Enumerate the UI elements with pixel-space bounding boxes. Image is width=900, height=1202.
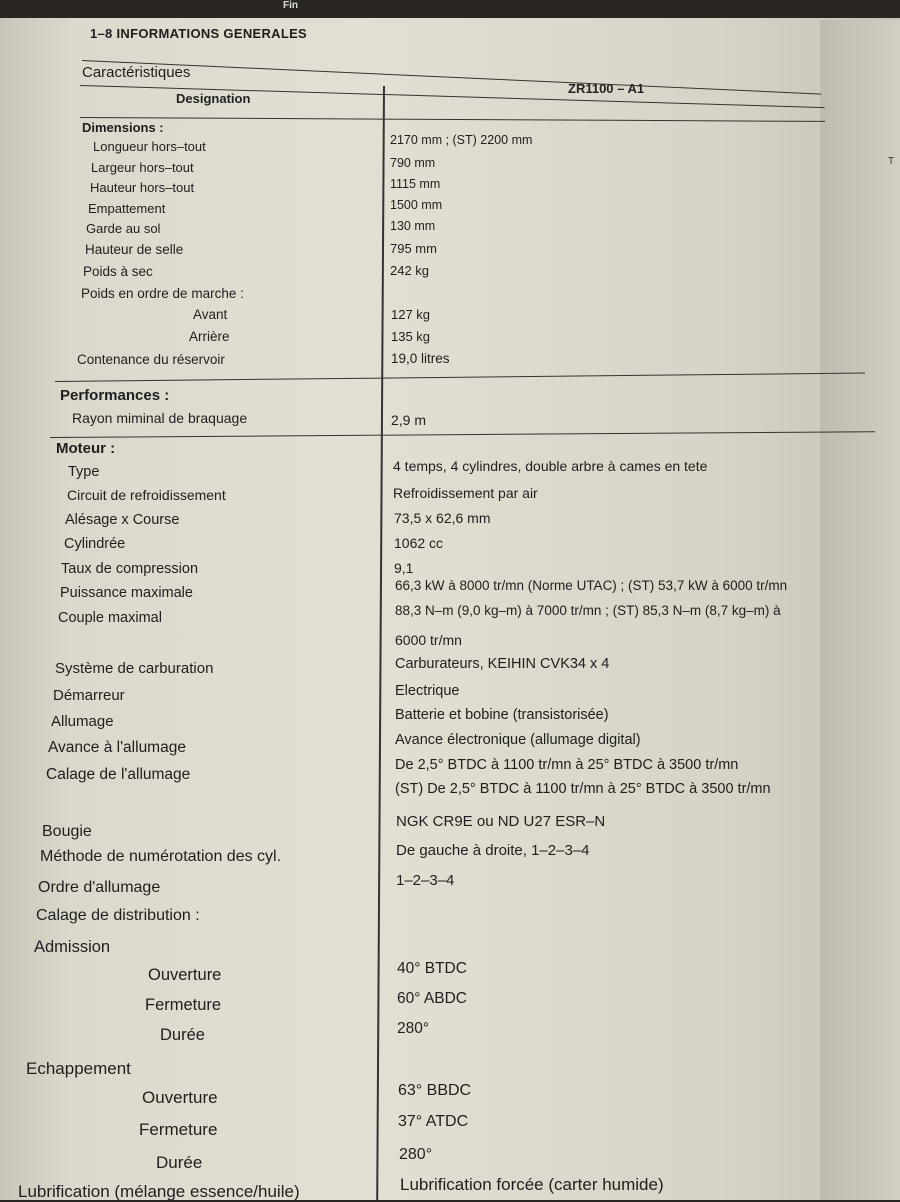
row-label: Durée: [156, 1153, 203, 1172]
row-label: Type: [68, 464, 100, 480]
row-value: 4 temps, 4 cylindres, double arbre à cames en tete: [393, 458, 708, 474]
row-value: 37° ATDC: [398, 1113, 469, 1130]
row-value: Avance électronique (allumage digital): [395, 732, 641, 748]
row-value: 19,0 litres: [391, 351, 450, 366]
group-moteur: Moteur :: [56, 440, 116, 457]
row-value: (ST) De 2,5° BTDC à 1100 tr/mn à 25° BTDC à 3500 tr/mn: [395, 781, 771, 797]
row-label: Arrière: [189, 329, 230, 344]
row-label: Fermeture: [139, 1120, 218, 1139]
top-tab-label: Fin: [283, 0, 298, 11]
row-value: 63° BBDC: [398, 1082, 472, 1099]
column-header-model: ZR1100 – A1: [568, 81, 645, 96]
row-label: Poids à sec: [83, 264, 153, 279]
margin-mark: T: [888, 156, 895, 167]
row-label: Alésage x Course: [65, 512, 180, 528]
row-label: Lubrification (mélange essence/huile): [18, 1182, 300, 1201]
row-value: 280°: [399, 1146, 433, 1163]
row-value: 66,3 kW à 8000 tr/mn (Norme UTAC) ; (ST) 53,7 kW à 6000 tr/mn: [395, 578, 788, 593]
row-label: Largeur hors–tout: [91, 160, 194, 175]
row-label: Allumage: [51, 713, 114, 730]
row-label: Hauteur hors–tout: [90, 180, 195, 195]
row-label: Admission: [34, 938, 111, 956]
row-label: Méthode de numérotation des cyl.: [40, 848, 282, 865]
group-dimensions: Dimensions :: [82, 120, 164, 135]
row-value: 60° ABDC: [397, 990, 467, 1007]
page-header: 1–8 INFORMATIONS GENERALES: [90, 26, 308, 41]
row-value: 9,1: [394, 560, 414, 576]
row-value: 280°: [397, 1020, 430, 1037]
row-value: 795 mm: [390, 241, 437, 256]
row-label: Calage de distribution :: [36, 907, 200, 924]
row-value: De 2,5° BTDC à 1100 tr/mn à 25° BTDC à 3500 tr/mn: [395, 757, 739, 773]
row-value: NGK CR9E ou ND U27 ESR–N: [396, 813, 606, 830]
group-performances: Performances :: [60, 387, 170, 404]
row-label: Ordre d'allumage: [38, 879, 161, 896]
row-value: 130 mm: [390, 219, 436, 233]
row-label: Ouverture: [142, 1088, 218, 1107]
row-label: Empattement: [88, 201, 166, 216]
row-label: Rayon miminal de braquage: [72, 410, 248, 426]
row-value: 40° BTDC: [397, 960, 467, 977]
row-value: 1115 mm: [390, 177, 441, 191]
row-value: 73,5 x 62,6 mm: [394, 510, 491, 526]
row-value: De gauche à droite, 1–2–3–4: [396, 842, 590, 859]
row-value: 1062 cc: [394, 535, 444, 551]
row-label: Echappement: [26, 1059, 131, 1078]
row-label: Durée: [160, 1026, 205, 1044]
row-value: 242 kg: [390, 263, 430, 278]
row-value: 2170 mm ; (ST) 2200 mm: [390, 133, 533, 147]
row-label: Calage de l'allumage: [46, 766, 191, 783]
row-label: Hauteur de selle: [85, 242, 184, 257]
row-value: 1–2–3–4: [396, 872, 455, 889]
row-label: Avance à l'allumage: [48, 739, 186, 756]
row-label: Système de carburation: [55, 660, 214, 677]
row-value: 88,3 N–m (9,0 kg–m) à 7000 tr/mn ; (ST) 85,3 N–m (8,7 kg–m) à: [395, 603, 781, 618]
row-value: 1500 mm: [390, 198, 443, 212]
row-label: Poids en ordre de marche :: [81, 286, 244, 301]
row-label: Puissance maximale: [60, 585, 193, 601]
row-value: 135 kg: [391, 329, 431, 344]
row-value: 127 kg: [391, 307, 431, 322]
row-label: Circuit de refroidissement: [67, 487, 226, 503]
row-value: 790 mm: [390, 156, 436, 170]
row-label: Taux de compression: [61, 561, 199, 577]
row-value: 6000 tr/mn: [395, 632, 462, 648]
row-value: Carburateurs, KEIHIN CVK34 x 4: [395, 656, 610, 672]
row-value: Lubrification forcée (carter humide): [400, 1175, 664, 1194]
column-header-designation: Designation: [176, 91, 251, 106]
row-label: Garde au sol: [86, 221, 161, 236]
row-label: Ouverture: [148, 966, 222, 984]
row-label: Bougie: [42, 823, 92, 840]
row-label: Longueur hors–tout: [93, 139, 206, 154]
row-label: Fermeture: [145, 996, 222, 1014]
row-label: Cylindrée: [64, 536, 126, 552]
row-value: Batterie et bobine (transistorisée): [395, 707, 609, 723]
row-label: Couple maximal: [58, 610, 162, 626]
next-page-edge: [820, 20, 900, 1200]
row-value: Electrique: [395, 683, 460, 699]
section-title: Caractéristiques: [82, 64, 191, 81]
row-label: Contenance du réservoir: [77, 352, 225, 367]
row-label: Avant: [193, 307, 228, 322]
row-value: 2,9 m: [391, 412, 427, 428]
row-label: Démarreur: [53, 687, 125, 704]
row-value: Refroidissement par air: [393, 485, 538, 501]
